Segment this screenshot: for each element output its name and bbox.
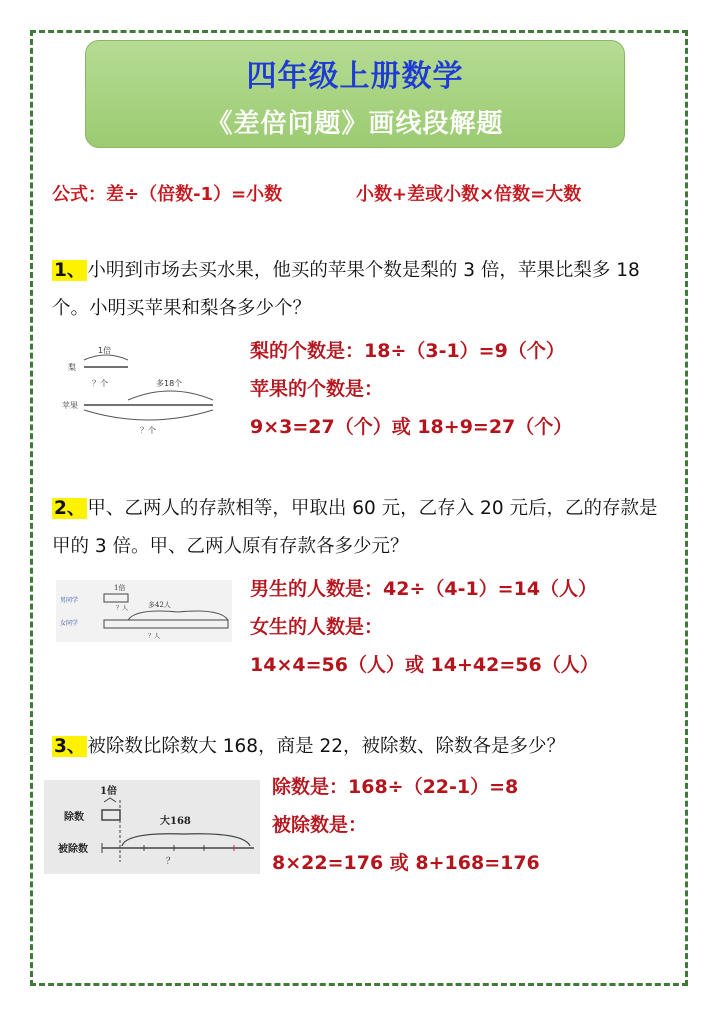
diagram-3-diff: 大168 [160, 816, 191, 827]
problem-1-diagram [58, 338, 228, 443]
answer-line: 除数是：168÷（22-1）=8 [272, 776, 519, 798]
problem-3-statement: 被除数比除数大 168，商是 22，被除数、除数各是多少？ [87, 736, 565, 757]
answer-line: 14×4=56（人）或 14+42=56（人） [250, 654, 599, 676]
diagram-1-q2: ？个 [140, 426, 156, 435]
problem-3-text [52, 728, 672, 766]
answer-line: 被除数是： [272, 814, 368, 836]
answer-line: 梨的个数是：18÷（3-1）=9（个） [250, 340, 565, 362]
problem-2-number: 2、 [54, 498, 86, 519]
answer-line: 男生的人数是：42÷（4-1）=14（人） [250, 578, 598, 600]
page-title: 四年级上册数学 [246, 59, 464, 94]
answer-line: 9×3=27（个）或 18+9=27（个） [250, 416, 573, 438]
title-banner [85, 40, 625, 148]
formula-left: 公式：差÷（倍数-1）=小数 [52, 184, 283, 205]
problem-1-number: 1、 [54, 260, 86, 281]
diagram-2-label-big: 女同学 [60, 620, 79, 627]
problem-2-diagram [56, 580, 232, 642]
diagram-2-label-small: 男同学 [60, 597, 79, 604]
diagram-2-unit: 1倍 [114, 584, 126, 592]
problem-2-answers [250, 570, 599, 684]
problem-2-text [52, 490, 672, 566]
diagram-1-brace-top [84, 355, 128, 360]
diagram-3-label-big: 被除数 [58, 844, 88, 855]
diagram-1-unit: 1倍 [98, 346, 112, 355]
problem-3-answers [272, 768, 540, 882]
diagram-3-label-small: 除数 [64, 812, 84, 823]
problem-1-statement: 小明到市场去买水果，他买的苹果个数是梨的 3 倍，苹果比梨多 18 个。小明买苹果和梨各多少个？ [52, 260, 640, 319]
diagram-3-background [44, 780, 260, 874]
diagram-1-label-small: 梨 [68, 363, 76, 372]
diagram-2-diff: 多42人 [148, 601, 171, 609]
problem-1-answers [250, 332, 572, 446]
page-subtitle: 《差倍问题》画线段解题 [206, 109, 504, 139]
answer-line: 8×22=176 或 8+168=176 [272, 852, 540, 874]
diagram-1-brace-diff [128, 391, 213, 400]
problem-2-statement: 甲、乙两人的存款相等，甲取出 60 元，乙存入 20 元后，乙的存款是甲的 3 倍。甲、乙两人原有存款各多少元？ [52, 498, 658, 557]
diagram-2-q2: ？人 [148, 633, 161, 640]
diagram-1-diff: 多18个 [156, 379, 183, 388]
diagram-1-brace-bottom [84, 410, 213, 420]
problem-3-diagram [44, 780, 260, 874]
diagram-3-unit: 1倍 [100, 786, 117, 797]
diagram-3-q1: ？ [166, 857, 176, 867]
answer-line: 女生的人数是： [250, 616, 384, 638]
problem-3-number: 3、 [54, 736, 86, 757]
diagram-1-q1: ？个 [92, 379, 108, 388]
answer-line: 苹果的个数是： [250, 378, 384, 400]
problem-1-text [52, 252, 672, 328]
diagram-1-label-big: 苹果 [62, 401, 78, 410]
diagram-2-q1: ？人 [116, 605, 129, 612]
formula-right: 小数+差或小数×倍数=大数 [356, 184, 582, 205]
